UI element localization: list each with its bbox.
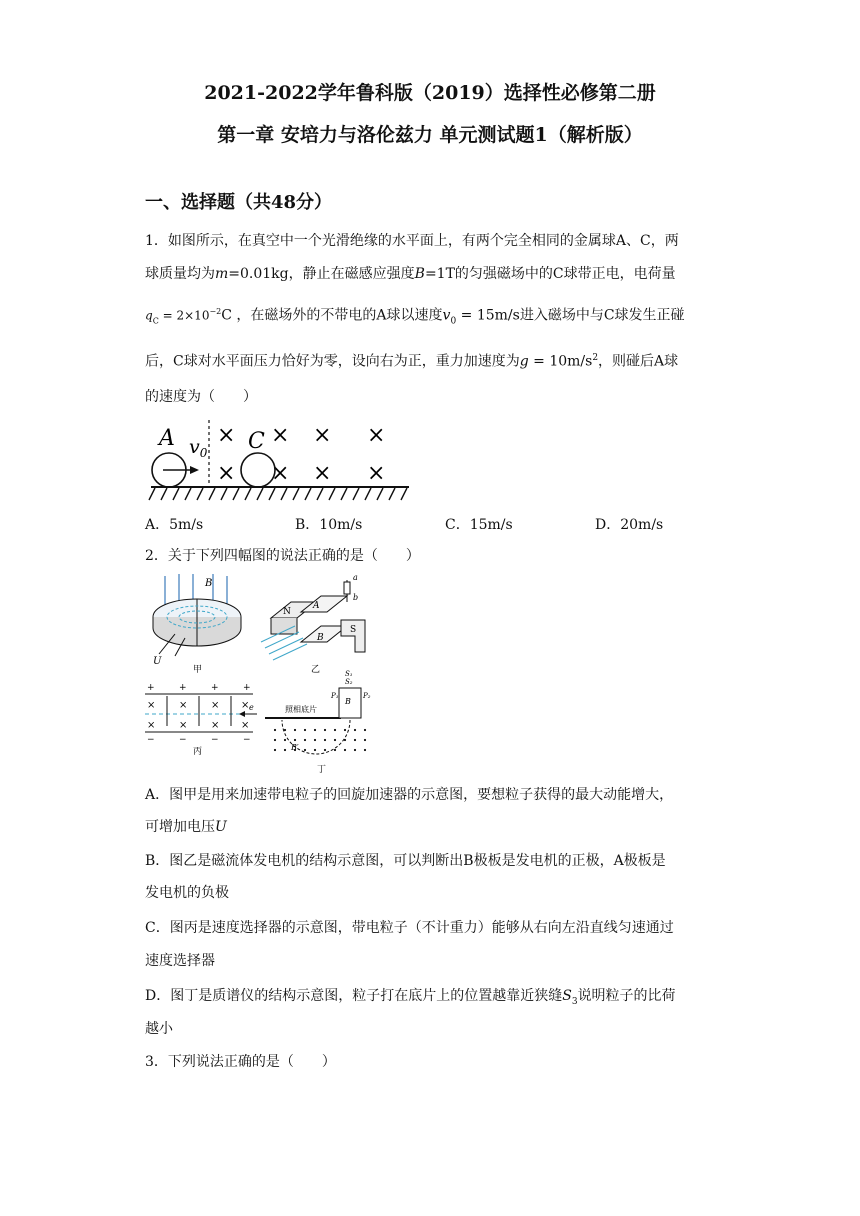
svg-text:a: a: [353, 573, 358, 582]
q2-option-c-line2: 速度选择器: [145, 953, 215, 969]
svg-text:b: b: [353, 593, 359, 602]
svg-text:+: +: [147, 683, 155, 693]
q2-option-d-line1: D．图丁是质谱仪的结构示意图，粒子打在底片上的位置越靠近狭缝$S_3$说明粒子的比荷: [145, 988, 676, 1007]
svg-text:S: S: [350, 625, 357, 635]
ground-hatching: [149, 488, 407, 500]
svg-text:×: ×: [313, 423, 332, 448]
svg-text:+: +: [179, 683, 187, 693]
q3-stem: 3．下列说法正确的是（ ）: [145, 1054, 336, 1070]
svg-text:×: ×: [211, 700, 220, 711]
doc-title-line2: 第一章 安培力与洛伦兹力 单元测试题1（解析版）: [217, 124, 643, 146]
svg-text:B: B: [345, 697, 351, 706]
figure-yi-mhd-generator: [261, 573, 365, 675]
q1-option-d: D．20m/s: [595, 517, 664, 533]
svg-text:A: A: [313, 601, 320, 611]
svg-text:丙: 丙: [193, 747, 203, 757]
q1-figure: [145, 418, 415, 503]
q1-option-c: C．15m/s: [445, 517, 513, 533]
svg-text:−: −: [179, 735, 187, 745]
svg-text:e: e: [249, 703, 254, 712]
q2-option-a-line1: A．图甲是用来加速带电粒子的回旋加速器的示意图，要想粒子获得的最大动能增大，: [145, 787, 674, 803]
svg-text:×: ×: [241, 720, 250, 731]
svg-text:乙: 乙: [311, 665, 321, 675]
svg-text:甲: 甲: [193, 665, 203, 675]
section-heading: 一、选择题（共48分）: [145, 192, 333, 213]
q2-stem: 2．关于下列四幅图的说法正确的是（ ）: [145, 548, 420, 564]
svg-text:×: ×: [241, 700, 250, 711]
svg-text:U: U: [153, 656, 162, 667]
q2-option-c-line1: C．图丙是速度选择器的示意图，带电粒子（不计重力）能够从右向左沿直线匀速通过: [145, 920, 674, 936]
figure-jia-cyclotron: [153, 574, 241, 675]
svg-text:×: ×: [367, 461, 386, 486]
svg-text:B′: B′: [291, 743, 299, 752]
svg-text:×: ×: [217, 423, 236, 448]
doc-title-line1: 2021-2022学年鲁科版（2019）选择性必修第二册: [204, 82, 656, 104]
svg-text:×: ×: [313, 461, 332, 486]
q1-line1: 1．如图所示，在真空中一个光滑绝缘的水平面上，有两个完全相同的金属球A、C，两: [145, 233, 679, 249]
svg-text:B: B: [205, 578, 213, 589]
svg-text:×: ×: [147, 720, 156, 731]
q1-line5: 的速度为（ ）: [145, 389, 257, 405]
figure-ding-mass-spectrometer: [265, 670, 371, 774]
ball-c: [241, 453, 275, 487]
svg-text:B: B: [317, 633, 324, 643]
svg-text:S₂: S₂: [345, 678, 353, 686]
svg-text:S₁: S₁: [345, 670, 353, 678]
svg-text:−: −: [243, 735, 251, 745]
velocity-label: $v_0$: [189, 436, 208, 460]
figure-bing-velocity-selector: [145, 683, 257, 757]
svg-text:+: +: [211, 683, 219, 693]
svg-text:×: ×: [367, 423, 386, 448]
ball-c-label: C: [248, 429, 265, 454]
svg-text:+: +: [243, 683, 251, 693]
svg-text:照相底片: 照相底片: [285, 705, 317, 714]
q2-option-a-line2: 可增加电压U: [145, 819, 227, 835]
svg-text:P₂: P₂: [363, 692, 371, 700]
q2-option-b-line2: 发电机的负极: [145, 885, 229, 901]
q1-line4: 后，C球对水平面压力恰好为零，设向右为正，重力加速度为$g = 10m/s^2$，则碰后A球: [145, 353, 679, 370]
q1-option-a: A．5m/s: [145, 517, 204, 533]
q1-option-b: B．10m/s: [295, 517, 363, 533]
svg-text:N: N: [283, 607, 291, 617]
svg-text:−: −: [147, 735, 155, 745]
svg-text:−: −: [211, 735, 219, 745]
q2-option-b-line1: B．图乙是磁流体发电机的结构示意图，可以判断出B极板是发电机的正极，A极板是: [145, 853, 666, 869]
ball-a-label: A: [159, 426, 175, 451]
svg-text:丁: 丁: [317, 765, 327, 774]
q2-figure: [145, 572, 395, 774]
svg-text:P₁: P₁: [331, 692, 339, 700]
svg-text:×: ×: [179, 700, 188, 711]
svg-text:×: ×: [211, 720, 220, 731]
svg-text:×: ×: [179, 720, 188, 731]
svg-text:×: ×: [271, 423, 290, 448]
svg-text:×: ×: [217, 461, 236, 486]
svg-text:×: ×: [271, 461, 290, 486]
q1-line3: $q_C = 2\times 10^{-2}C$ ，在磁场外的不带电的A球以速度$v_0 = 15m/s$进入磁场中与C球发生正碰: [145, 307, 685, 327]
q2-option-d-line2: 越小: [145, 1021, 173, 1037]
q1-line2: 球质量均为m=0.01kg，静止在磁感应强度B=1T的匀强磁场中的C球带正电，电荷量: [145, 266, 676, 282]
svg-text:×: ×: [147, 700, 156, 711]
